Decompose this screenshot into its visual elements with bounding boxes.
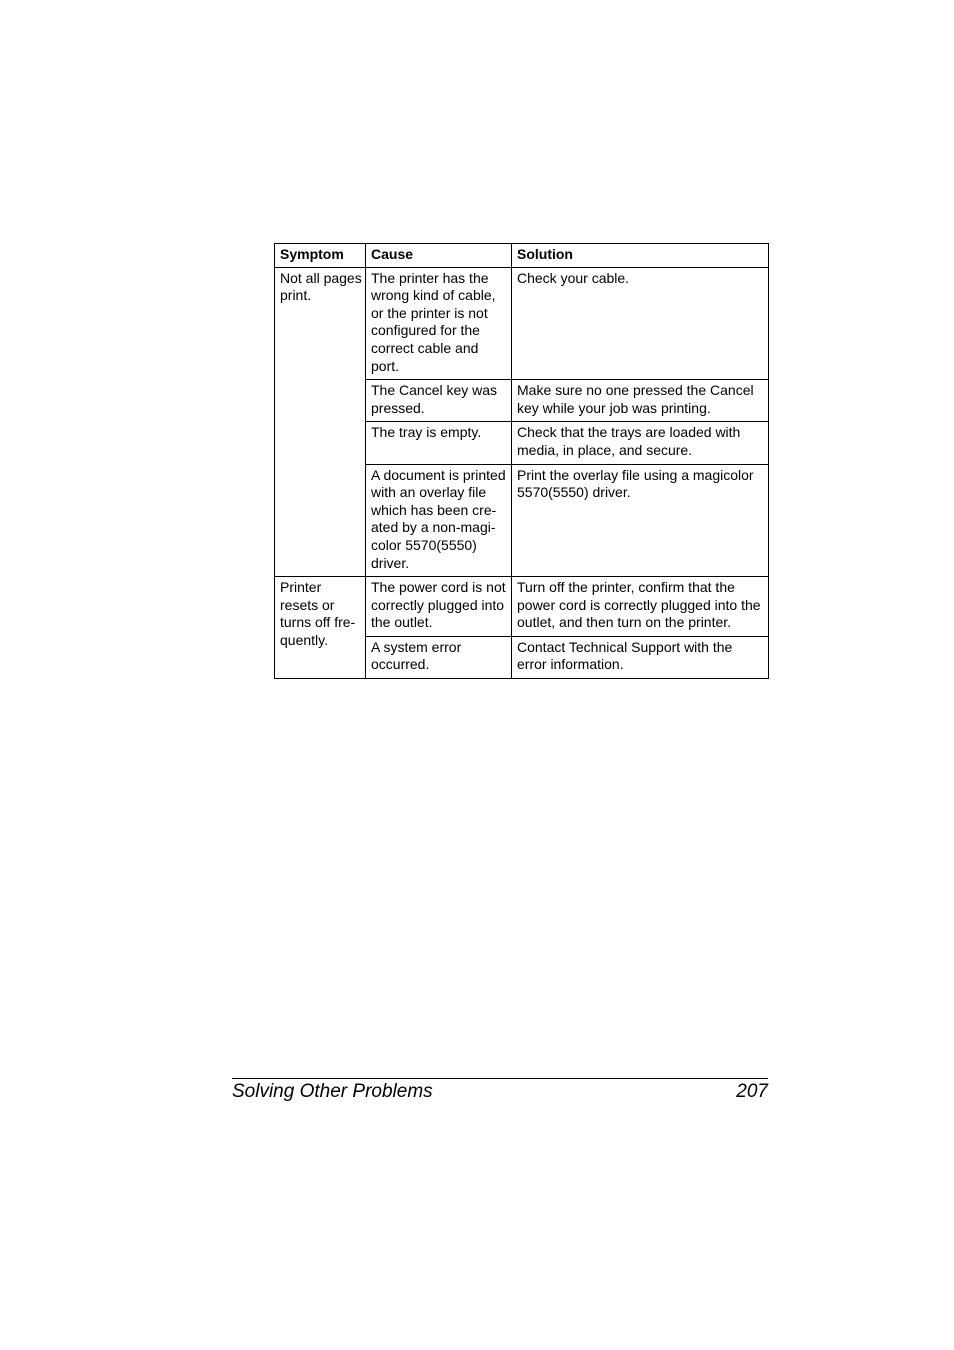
header-solution: Solution [512,244,769,268]
cause-cell: A document is printed with an overlay file which has been cre- ated by a non-magi- color 5570(5550) driver. [366,464,512,577]
solution-cell: Turn off the printer, confirm that the power cord is correctly plugged into the outlet, and then turn on the printer. [512,577,769,637]
cause-cell: A system error occurred. [366,636,512,678]
table-row [275,267,769,380]
cause-cell: The printer has the wrong kind of cable, or the printer is not configured for the correct cable and port. [366,267,512,380]
troubleshooting-table [274,243,769,679]
table-header-row [275,244,769,268]
symptom-cell: Not all pages print. [275,267,366,577]
cause-cell: The power cord is not correctly plugged into the outlet. [366,577,512,637]
symptom-cell: Printer resets or turns off fre- quently. [275,577,366,679]
solution-cell: Check that the trays are loaded with media, in place, and secure. [512,422,769,464]
footer-section-title: Solving Other Problems [232,1081,433,1102]
solution-cell: Contact Technical Support with the error information. [512,636,769,678]
cause-cell: The Cancel key was pressed. [366,380,512,422]
page-number: 207 [736,1081,768,1102]
table-row [275,577,769,637]
solution-cell: Print the overlay file using a magicolor 5570(5550) driver. [512,464,769,577]
header-symptom: Symptom [275,244,366,268]
cause-cell: The tray is empty. [366,422,512,464]
header-cause: Cause [366,244,512,268]
solution-cell: Check your cable. [512,267,769,380]
solution-cell: Make sure no one pressed the Cancel key while your job was printing. [512,380,769,422]
footer-divider [232,1078,768,1079]
